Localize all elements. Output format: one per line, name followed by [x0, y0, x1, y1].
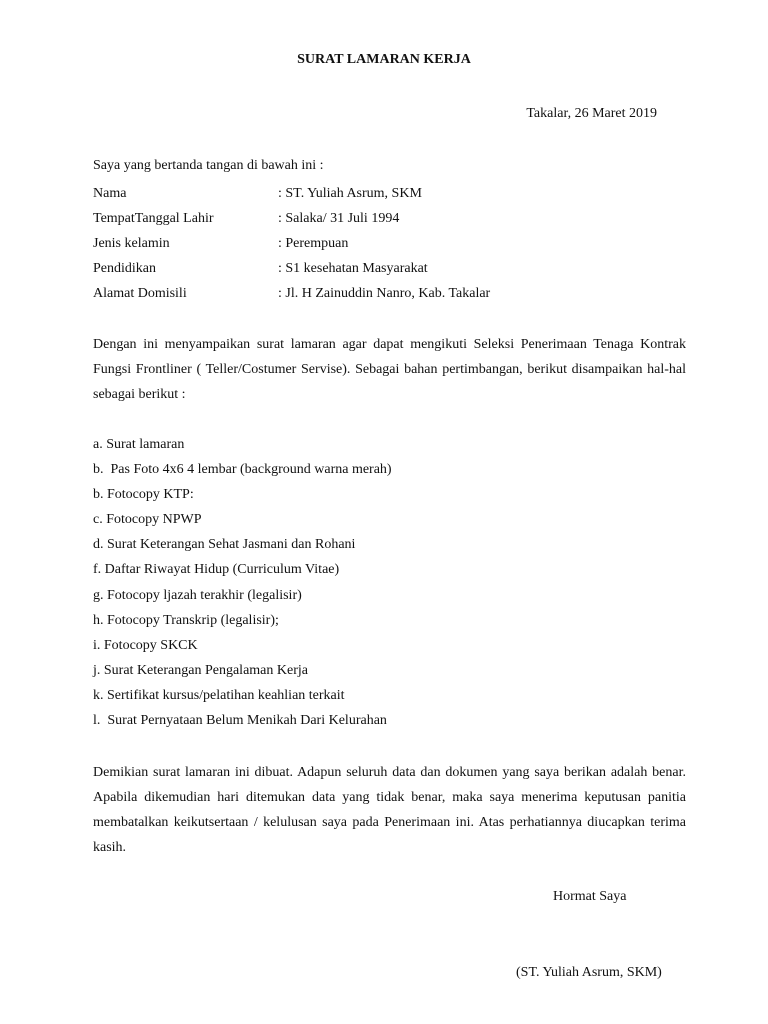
- info-row-name: [93, 185, 693, 210]
- info-row-address: [93, 285, 693, 310]
- info-value: : Jl. H Zainuddin Nanro, Kab. Takalar: [278, 286, 491, 301]
- list-item: i. Fotocopy SKCK: [93, 637, 198, 653]
- list-item: j. Surat Keterangan Pengalaman Kerja: [93, 662, 308, 678]
- list-item: b. Fotocopy KTP:: [93, 487, 194, 503]
- list-item: l. Surat Pernyataan Belum Menikah Dari Kelurahan: [93, 713, 387, 729]
- info-row-birth: [93, 210, 693, 235]
- info-label: Pendidikan: [93, 261, 156, 276]
- info-row-education: [93, 260, 693, 285]
- intro-line: Saya yang bertanda tangan di bawah ini :: [93, 158, 324, 173]
- info-row-gender: [93, 235, 693, 260]
- closing-paragraph: Demikian surat lamaran ini dibuat. Adapun seluruh data dan dokumen yang saya berikan adalah benar. Apabila dikemudian hari ditemukan data yang tidak benar, maka saya menerima keputusan panitia membatalkan keikutsertaan / kelulusan saya pada Penerimaan ini. Atas perhatiannya diucapkan terima kasih.: [93, 765, 690, 855]
- application-paragraph: Dengan ini menyampaikan surat lamaran agar dapat mengikuti Seleksi Penerimaan Tenaga Kontrak Fungsi Frontliner ( Teller/Costumer Servise). Sebagai bahan pertimbangan, berikut disampaikan hal-hal sebagai berikut :: [93, 337, 690, 402]
- info-value: : Perempuan: [278, 236, 349, 251]
- signature-name: (ST. Yuliah Asrum, SKM): [516, 965, 662, 980]
- place-date: Takalar, 26 Maret 2019: [526, 106, 657, 121]
- info-value: : Salaka/ 31 Juli 1994: [278, 211, 400, 226]
- list-item: f. Daftar Riwayat Hidup (Curriculum Vitae): [93, 562, 340, 578]
- list-item: k. Sertifikat kursus/pelatihan keahlian terkait: [93, 687, 345, 703]
- list-item: a. Surat lamaran: [93, 437, 185, 452]
- info-value: : S1 kesehatan Masyarakat: [278, 261, 428, 276]
- list-item: b. Pas Foto 4x6 4 lembar (background warna merah): [93, 462, 392, 478]
- closing-salutation: Hormat Saya: [553, 889, 627, 904]
- info-value: : ST. Yuliah Asrum, SKM: [278, 186, 422, 201]
- info-label: TempatTanggal Lahir: [93, 211, 214, 226]
- applicant-info-table: [93, 185, 693, 310]
- list-item: h. Fotocopy Transkrip (legalisir);: [93, 612, 279, 628]
- letter-title: SURAT LAMARAN KERJA: [297, 52, 471, 67]
- info-label: Nama: [93, 186, 127, 201]
- info-label: Alamat Domisili: [93, 286, 187, 301]
- list-item: g. Fotocopy ljazah terakhir (legalisir): [93, 587, 302, 603]
- requirements-list: [93, 436, 392, 737]
- info-label: Jenis kelamin: [93, 236, 170, 251]
- list-item: d. Surat Keterangan Sehat Jasmani dan Rohani: [93, 537, 356, 553]
- list-item: c. Fotocopy NPWP: [93, 512, 202, 528]
